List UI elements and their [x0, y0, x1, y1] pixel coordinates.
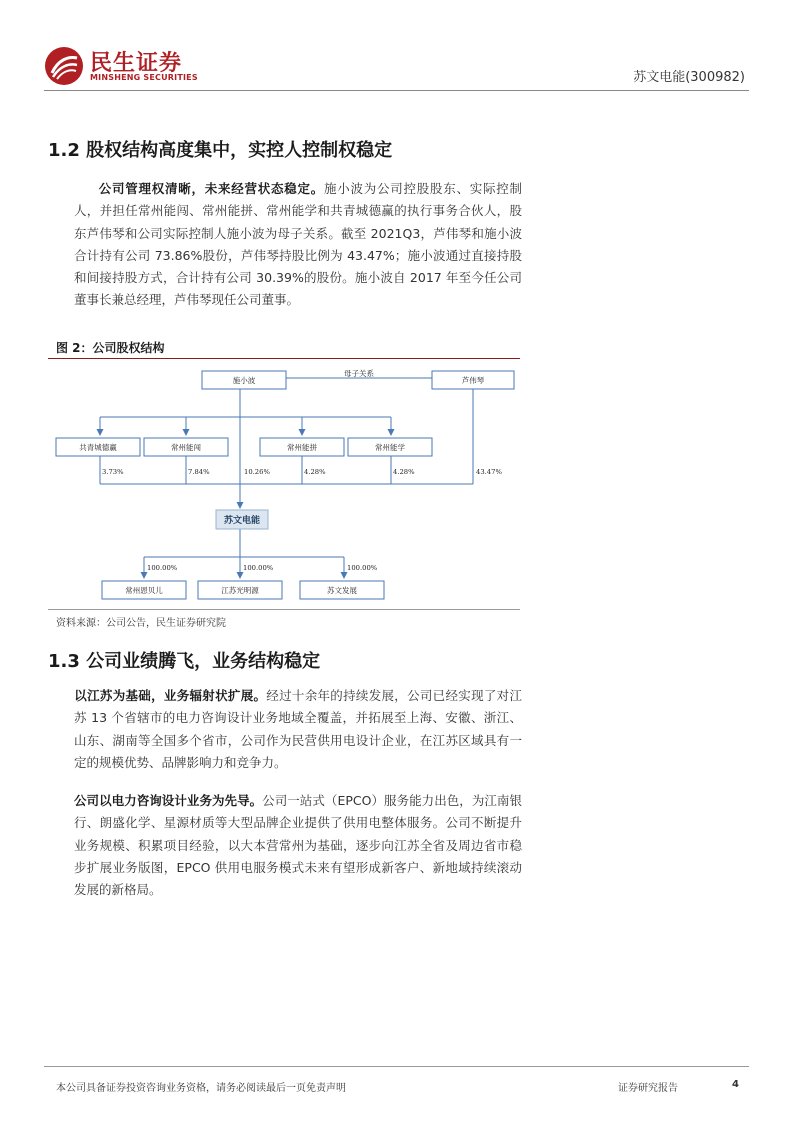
logo-english-name: MINSHENG SECURITIES: [90, 73, 198, 82]
node-czx-label: 常州能学: [375, 443, 405, 452]
node-sub3-label: 苏文发展: [327, 586, 357, 595]
node-shi-label: 施小波: [232, 376, 256, 385]
company-ticker: 苏文电能(300982): [633, 70, 745, 85]
logo-chinese-name: 民生证券: [90, 51, 183, 76]
paragraph-expansion: [74, 685, 522, 774]
pct-gqc: 3.73%: [102, 468, 124, 476]
node-lu: [432, 371, 514, 389]
paragraph-equity: [74, 178, 522, 312]
figure-source: 资料来源：公司公告，民生证券研究院: [56, 618, 226, 629]
equity-structure-diagram: [48, 362, 520, 608]
paragraph-consulting-lead: 公司以电力咨询设计业务为先导。: [74, 793, 263, 808]
pct-czx: 4.28%: [393, 468, 415, 476]
node-czp-label: 常州能拼: [287, 443, 317, 452]
pct-czp: 4.28%: [304, 468, 326, 476]
node-czp: [260, 438, 344, 456]
paragraph-equity-body: 施小波为公司控股股东、实际控制人，并担任常州能闯、常州能拼、常州能学和共青城德赢的执行事务合伙人，股东芦伟琴和公司实际控制人施小波为母子关系。截至 2021Q3，芦伟琴和施小波合计持有公司 73.86%股份，芦伟琴持股比例为 43.47%；施小波通过直接持股和间接持股方式，合计持有公司 30.39%的股份。施小波自 2017 年至今任公司董事长兼总经理，芦伟琴现任公司董事。: [74, 181, 522, 308]
minsheng-logo-icon: [44, 46, 84, 86]
pct-sub3: 100.00%: [347, 564, 378, 572]
pct-lu: 43.47%: [476, 468, 502, 476]
page-number: 4: [732, 1079, 739, 1090]
pct-czc: 7.84%: [188, 468, 210, 476]
pct-sub1: 100.00%: [147, 564, 178, 572]
node-shi: [202, 371, 286, 389]
paragraph-expansion-body: 经过十余年的持续发展，公司已经实现了对江苏 13 个省辖市的电力咨询设计业务地域全覆盖，并拓展至上海、安徽、浙江、山东、湖南等全国多个省市，公司作为民营供用电设计企业，在江苏区域具有一定的规模优势、品牌影响力和竞争力。: [74, 688, 522, 770]
node-main-label: 苏文电能: [223, 516, 261, 526]
section-heading-performance: 1.3 公司业绩腾飞，业务结构稳定: [48, 651, 321, 672]
paragraph-consulting-body: 公司一站式（EPCO）服务能力出色，为江南银行、朗盛化学、星源材质等大型品牌企业提供了供用电整体服务。公司不断提升业务规模、积累项目经验，以大本营常州为基础，逐步向江苏全省及周边省市稳步扩展业务版图，EPCO 供用电服务模式未来有望形成新客户、新地域持续滚动发展的新格局。: [74, 793, 522, 898]
pct-shi: 10.26%: [244, 468, 270, 476]
pct-sub2: 100.00%: [243, 564, 274, 572]
footer-divider: [44, 1066, 749, 1067]
paragraph-consulting: [74, 790, 522, 901]
paragraph-equity-lead: 公司管理权清晰，未来经营状态稳定。: [98, 181, 324, 196]
node-gqc: [56, 438, 140, 456]
node-czc-label: 常州能闯: [171, 443, 201, 452]
node-czx: [348, 438, 432, 456]
node-sub1: [102, 581, 186, 599]
node-sub1-label: 常州恩贝儿: [125, 586, 163, 595]
footer-report-type: 证券研究报告: [618, 1083, 678, 1094]
header-divider: [44, 90, 749, 91]
footer-disclaimer: 本公司具备证券投资咨询业务资格，请务必阅读最后一页免责声明: [56, 1083, 346, 1094]
relation-label: 母子关系: [344, 369, 374, 378]
node-sub2: [198, 581, 282, 599]
node-sub3: [300, 581, 384, 599]
figure-title: 图 2：公司股权结构: [56, 341, 165, 355]
node-czc: [144, 438, 228, 456]
brand-logo: [44, 46, 198, 88]
figure-bottom-rule: [48, 609, 520, 610]
node-sub2-label: 江苏光明源: [221, 586, 259, 595]
node-gqc-label: 共青城德赢: [79, 443, 117, 452]
node-lu-label: 芦伟琴: [461, 376, 485, 385]
node-main-company: [216, 510, 268, 529]
section-heading-equity: 1.2 股权结构高度集中，实控人控制权稳定: [48, 140, 393, 161]
paragraph-expansion-lead: 以江苏为基础，业务辐射状扩展。: [74, 688, 267, 703]
figure-top-rule: [48, 358, 520, 359]
